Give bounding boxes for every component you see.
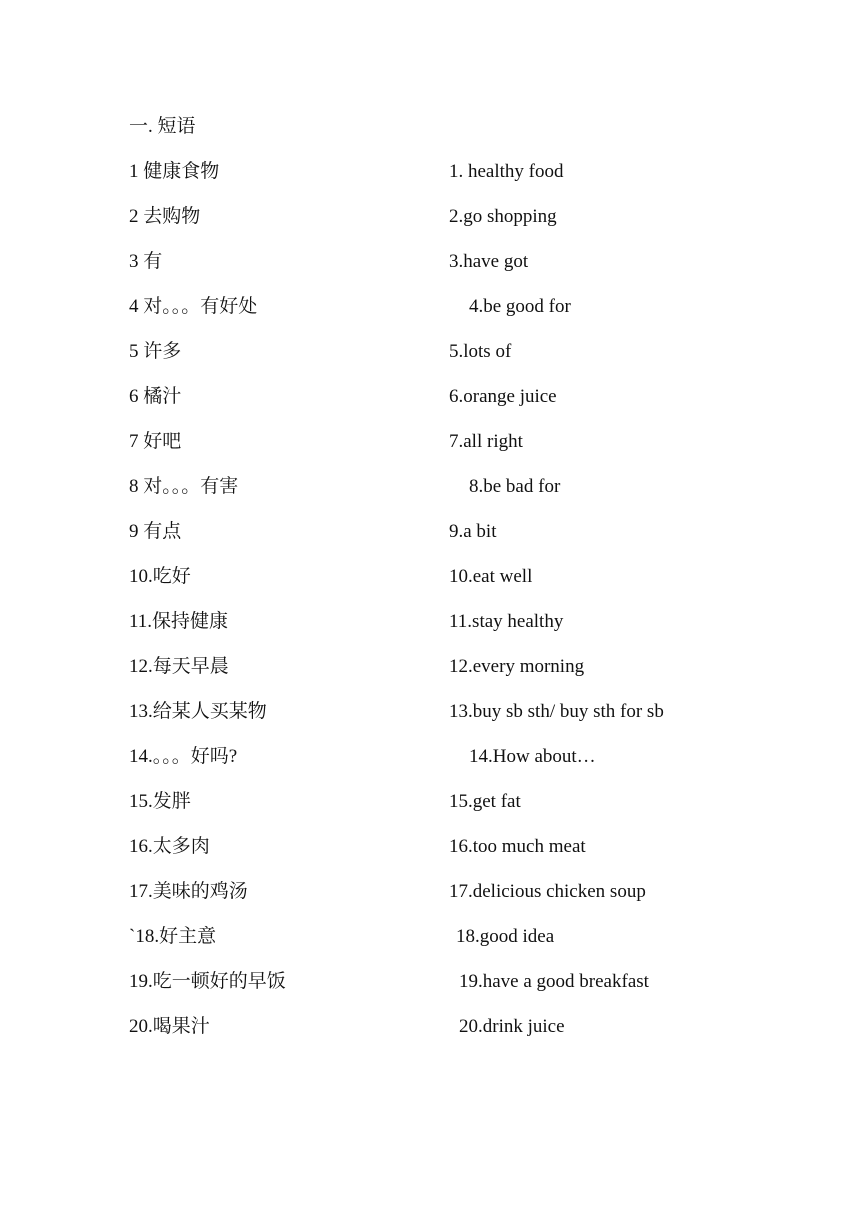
chinese-phrase: 4 对。。。有好处 bbox=[129, 296, 258, 317]
chinese-phrase: 15.发胖 bbox=[129, 791, 191, 812]
chinese-phrase: 3 有 bbox=[129, 251, 163, 272]
phrase-row bbox=[0, 384, 860, 429]
chinese-phrase: 5 许多 bbox=[129, 341, 182, 362]
chinese-phrase: 20.喝果汁 bbox=[129, 1016, 210, 1037]
english-phrase: 20.drink juice bbox=[459, 1016, 565, 1037]
english-phrase: 5.lots of bbox=[449, 341, 512, 362]
english-phrase: 9.a bit bbox=[449, 521, 497, 542]
phrase-row bbox=[0, 879, 860, 924]
section-title: 一. 短语 bbox=[129, 116, 196, 137]
phrase-row bbox=[0, 834, 860, 879]
english-phrase: 16.too much meat bbox=[449, 836, 586, 857]
phrase-list bbox=[0, 159, 860, 1059]
phrase-row bbox=[0, 609, 860, 654]
chinese-phrase: 11.保持健康 bbox=[129, 611, 229, 632]
english-phrase: 6.orange juice bbox=[449, 386, 557, 407]
chinese-phrase: 12.每天早晨 bbox=[129, 656, 229, 677]
english-phrase: 8.be bad for bbox=[469, 476, 561, 497]
phrase-row bbox=[0, 1014, 860, 1059]
english-phrase: 14.How about… bbox=[469, 746, 596, 767]
chinese-phrase: 9 有点 bbox=[129, 521, 182, 542]
chinese-phrase: 16.太多肉 bbox=[129, 836, 210, 857]
english-phrase: 4.be good for bbox=[469, 296, 571, 317]
english-phrase: 11.stay healthy bbox=[449, 611, 564, 632]
chinese-phrase: 10.吃好 bbox=[129, 566, 191, 587]
chinese-phrase: 8 对。。。有害 bbox=[129, 476, 239, 497]
chinese-phrase: 19.吃一顿好的早饭 bbox=[129, 971, 286, 992]
english-phrase: 13.buy sb sth/ buy sth for sb bbox=[449, 701, 664, 722]
english-phrase: 2.go shopping bbox=[449, 206, 557, 227]
english-phrase: 12.every morning bbox=[449, 656, 585, 677]
phrase-row bbox=[0, 654, 860, 699]
phrase-row bbox=[0, 924, 860, 969]
english-phrase: 7.all right bbox=[449, 431, 523, 452]
phrase-row bbox=[0, 294, 860, 339]
chinese-phrase: 13.给某人买某物 bbox=[129, 701, 267, 722]
english-phrase: 3.have got bbox=[449, 251, 529, 272]
english-phrase: 17.delicious chicken soup bbox=[449, 881, 646, 902]
english-phrase: 10.eat well bbox=[449, 566, 533, 587]
phrase-row bbox=[0, 204, 860, 249]
english-phrase: 19.have a good breakfast bbox=[459, 971, 649, 992]
phrase-row bbox=[0, 789, 860, 834]
phrase-row bbox=[0, 159, 860, 204]
phrase-row bbox=[0, 339, 860, 384]
phrase-row bbox=[0, 969, 860, 1014]
chinese-phrase: 7 好吧 bbox=[129, 431, 182, 452]
chinese-phrase: 2 去购物 bbox=[129, 206, 201, 227]
english-phrase: 1. healthy food bbox=[449, 161, 564, 182]
english-phrase: 18.good idea bbox=[456, 926, 555, 947]
chinese-phrase: `18.好主意 bbox=[129, 926, 217, 947]
chinese-phrase: 6 橘汁 bbox=[129, 386, 182, 407]
chinese-phrase: 1 健康食物 bbox=[129, 161, 220, 182]
english-phrase: 15.get fat bbox=[449, 791, 521, 812]
phrase-row bbox=[0, 564, 860, 609]
chinese-phrase: 14.。。。好吗? bbox=[129, 746, 238, 767]
phrase-row bbox=[0, 744, 860, 789]
phrase-row bbox=[0, 699, 860, 744]
phrase-row bbox=[0, 429, 860, 474]
phrase-row bbox=[0, 474, 860, 519]
phrase-row bbox=[0, 249, 860, 294]
phrase-row bbox=[0, 519, 860, 564]
chinese-phrase: 17.美味的鸡汤 bbox=[129, 881, 248, 902]
